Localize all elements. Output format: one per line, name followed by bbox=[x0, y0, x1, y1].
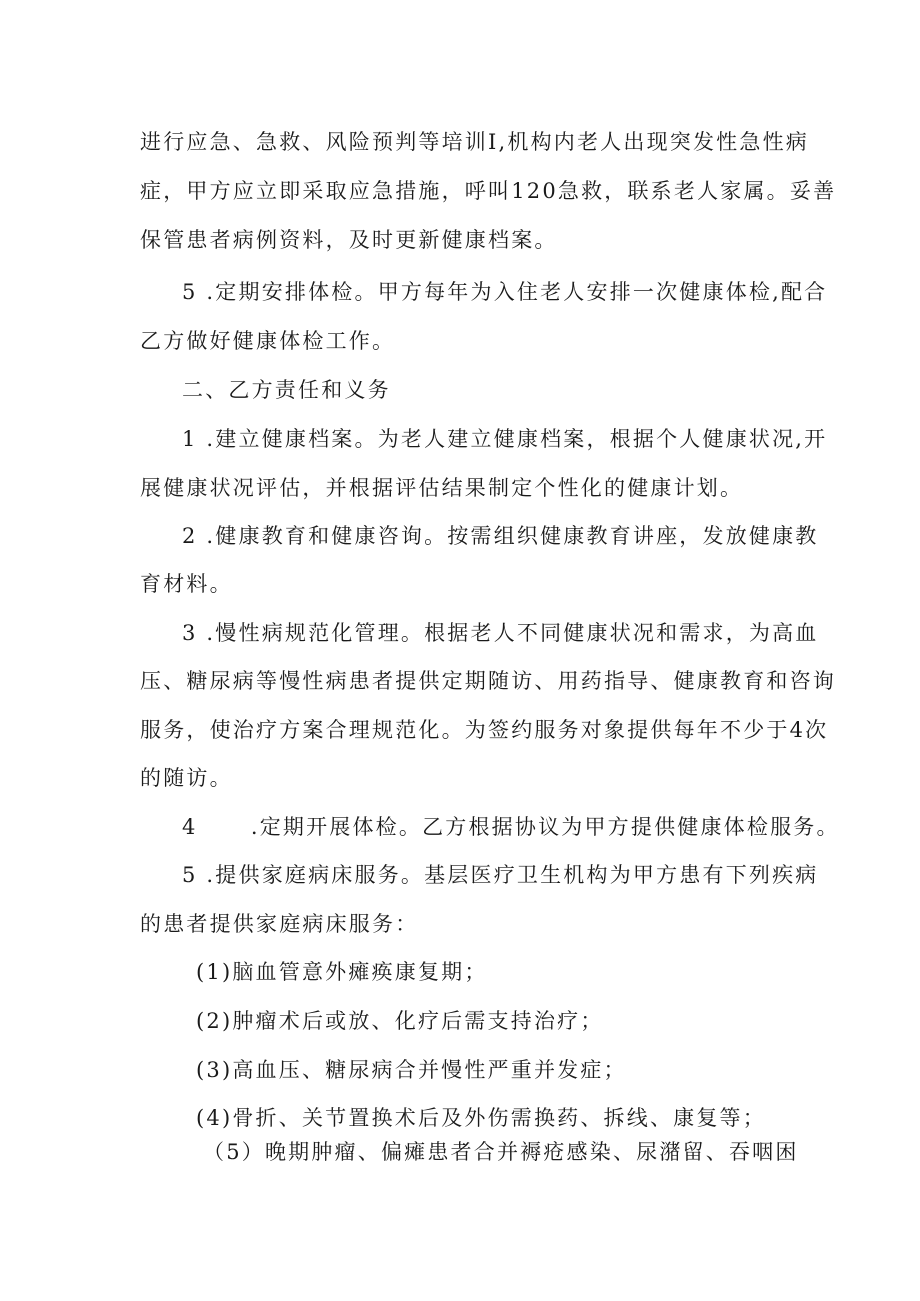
paragraph-line: 展健康状况评估，并根据评估结果制定个性化的健康计划。 bbox=[140, 476, 744, 500]
paragraph-line: 保管患者病例资料，及时更新健康档案。 bbox=[140, 228, 558, 252]
list-item: (4)骨折、关节置换术后及外伤需换药、拆线、康复等； bbox=[196, 1106, 766, 1130]
paragraph-line: 乙方做好健康体检工作。 bbox=[140, 329, 396, 353]
paragraph-line: 1 .建立健康档案。为老人建立健康档案，根据个人健康状况,开 bbox=[182, 427, 828, 451]
paragraph-line: 症，甲方应立即采取应急措施，呼叫120急救，联系老人家属。妥善 bbox=[140, 179, 837, 203]
list-item: (1)脑血管意外瘫痪康复期； bbox=[196, 960, 488, 984]
paragraph-line: 育材料。 bbox=[140, 572, 233, 596]
paragraph-line: 服务，使治疗方案合理规范化。为签约服务对象提供每年不少于4次 bbox=[140, 718, 829, 742]
paragraph-line: 3 .慢性病规范化管理。根据老人不同健康状况和需求，为高血 bbox=[182, 621, 819, 645]
paragraph-line: 5 .定期安排体检。甲方每年为入住老人安排一次健康体检,配合 bbox=[182, 280, 828, 304]
paragraph-line: 进行应急、急救、风险预判等培训I,机构内老人出现突发性急性病 bbox=[140, 130, 809, 154]
section-heading: 二、乙方责任和义务 bbox=[182, 378, 391, 402]
paragraph-line: 压、糖尿病等慢性病患者提供定期随访、用药指导、健康教育和咨询 bbox=[140, 669, 836, 693]
list-item: (2)肿瘤术后或放、化疗后需支持治疗； bbox=[196, 1009, 604, 1033]
list-item: (3)高血压、糖尿病合并慢性严重并发症； bbox=[196, 1058, 627, 1082]
paragraph-line: 5 .提供家庭病床服务。基层医疗卫生机构为甲方患有下列疾病 bbox=[182, 863, 819, 887]
paragraph-line: 2 .健康教育和健康咨询。按需组织健康教育讲座，发放健康教 bbox=[182, 524, 819, 548]
paragraph-line: 的患者提供家庭病床服务： bbox=[140, 912, 419, 936]
paragraph-line: 4 .定期开展体检。乙方根据协议为甲方提供健康体检服务。 bbox=[182, 815, 840, 839]
list-item: （5）晚期肿瘤、偏瘫患者合并褥疮感染、尿潴留、吞咽困 bbox=[203, 1140, 799, 1164]
paragraph-line: 的随访。 bbox=[140, 766, 233, 790]
